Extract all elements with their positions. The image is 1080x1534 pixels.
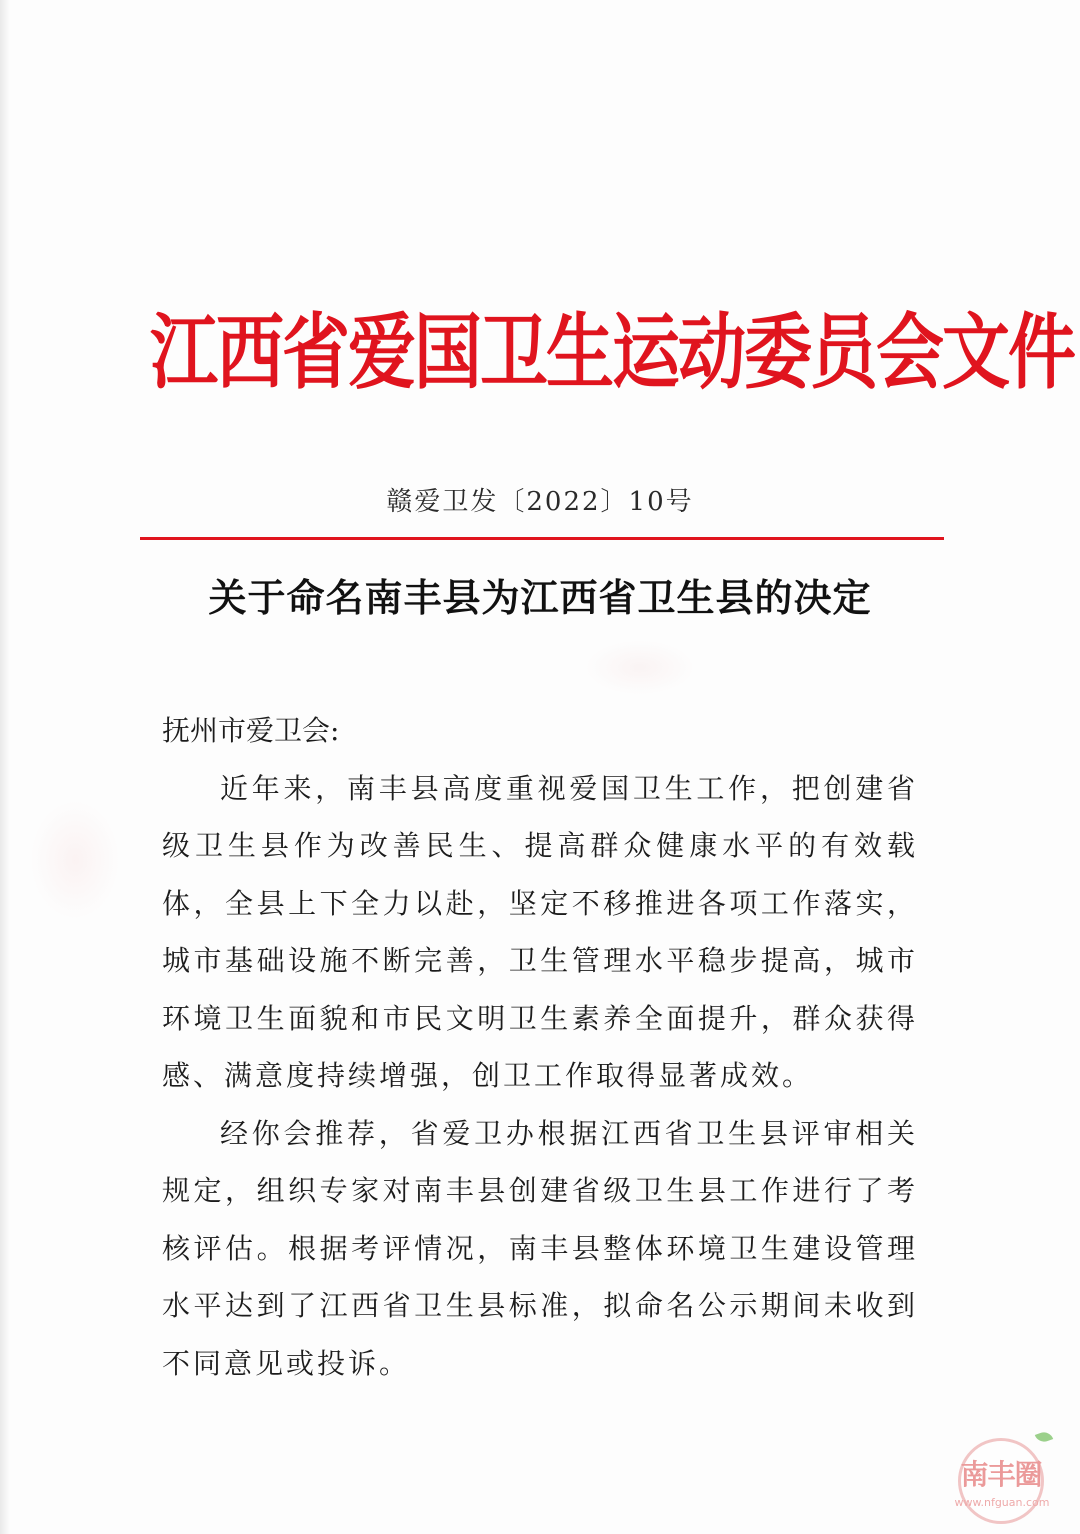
issuer-header: 江西省爱国卫生运动委员会文件 (150, 305, 1075, 401)
site-watermark (940, 1426, 1070, 1526)
leaf-icon (1035, 1430, 1053, 1445)
watermark-url: www.nfguan.com (954, 1496, 1050, 1509)
body-paragraph: 近年来，南丰县高度重视爱国卫生工作，把创建省级卫生县作为改善民生、提高群众健康水平的有效载体，全县上下全力以赴，坚定不移推进各项工作落实，城市基础设施不断完善，卫生管理水平稳步提高，城市环境卫生面貌和市民文明卫生素养全面提升，群众获得感、满意度持续增强，创卫工作取得显著成效。 (162, 771, 918, 1092)
document-body (162, 702, 918, 1392)
red-divider-line (140, 537, 944, 540)
faint-stamp-mark (30, 800, 120, 920)
salutation: 抚州市爱卫会: (162, 714, 340, 747)
scan-edge-shadow (0, 0, 10, 1534)
document-title: 关于命名南丰县为江西省卫生县的决定 (208, 576, 872, 620)
faint-stamp-mark (585, 640, 695, 695)
document-number: 赣爱卫发〔2022〕10号 (386, 487, 694, 517)
body-paragraph: 经你会推荐，省爱卫办根据江西省卫生县评审相关规定，组织专家对南丰县创建省级卫生县工作进行了考核评估。根据考评情况，南丰县整体环境卫生建设管理水平达到了江西省卫生县标准，拟命名公示期间未收到不同意见或投诉。 (162, 1116, 918, 1380)
watermark-name: 南丰圈 (960, 1458, 1042, 1491)
